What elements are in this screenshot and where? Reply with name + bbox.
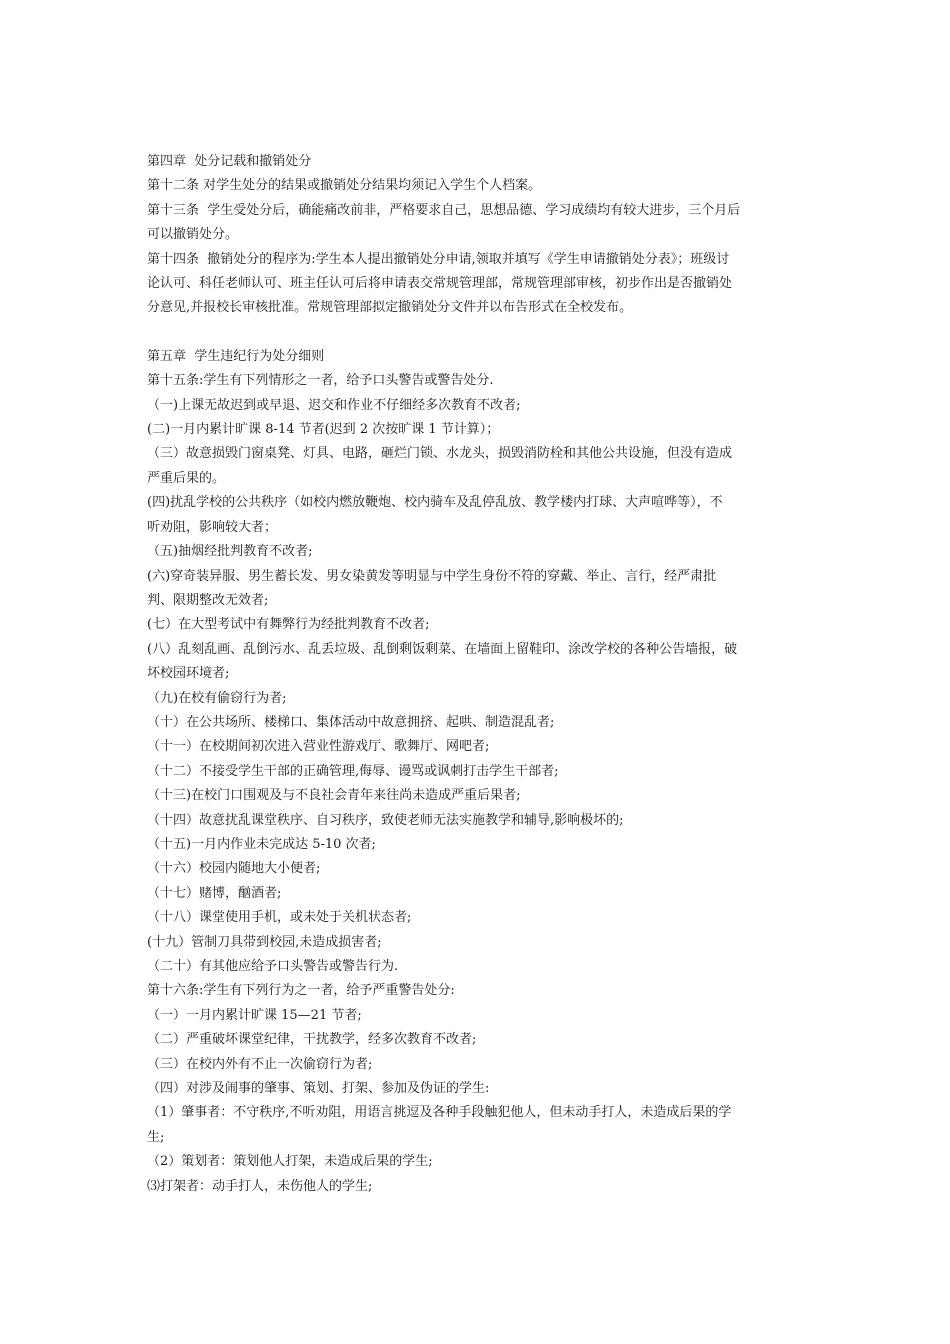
chapter-5-line: （一）一月内累计旷课 15—21 节者; [147,1007,362,1023]
chapter-5-line: (二)一月内累计旷课 8-14 节者(迟到 2 次按旷课 1 节计算）； [147,422,500,438]
chapter-5-line: （十三)在校门口围观及与不良社会青年来往尚未造成严重后果者; [147,788,521,804]
chapter-5-line: （十八）课堂使用手机，或未处于关机状态者; [147,910,412,926]
chapter-4-line: 第十四条 撤销处分的程序为:学生本人提出撤销处分申请,领取并填写《学生申请撤销处分表》；班级讨 [147,251,730,267]
chapter-5-line: ⑶打架者：动手打人，未伤他人的学生; [147,1178,373,1194]
chapter-5-line: （三）在校内外有不止一次偷窃行为者; [147,1056,373,1072]
chapter-5-line: （十四）故意扰乱课堂秩序、自习秩序，致使老师无法实施教学和辅导,影响极坏的; [147,812,624,828]
chapter-5-line: （五)抽烟经批判教育不改者; [147,544,313,560]
chapter-4-line: 论认可、科任老师认可、班主任认可后将申请表交常规管理部，常规管理部审核，初步作出是否撤销处 [147,276,733,292]
chapter-5-section [147,345,807,1199]
chapter-4-title: 第四章 处分记载和撤销处分 [147,154,312,169]
chapter-5-line: (十九）管制刀具带到校园,未造成损害者; [147,934,382,950]
chapter-5-line: (八）乱刻乱画、乱倒污水、乱丢垃圾、乱倒剩饭剩菜、在墙面上留鞋印、涂改学校的各种公告墙报，破 [147,641,738,657]
chapter-5-line: 严重后果的。 [147,470,226,486]
chapter-5-line: （二）严重破坏课堂纪律，干扰教学，经多次教育不改者; [147,1032,477,1048]
chapter-5-line: (七）在大型考试中有舞弊行为经批判教育不改者; [147,617,430,633]
chapter-5-line: 判、限期整改无效者; [147,592,269,608]
chapter-5-line: （十一）在校期间初次进入营业性游戏厅、歌舞厅、网吧者; [147,739,490,755]
chapter-5-line: 生; [147,1129,165,1145]
section-gap [147,321,807,345]
chapter-5-line: (六)穿奇装异服、男生蓄长发、男女染黄发等明显与中学生身份不符的穿戴、举止、言行，经严肃批 [147,568,717,584]
chapter-5-line: （十六）校园内随地大小便者; [147,861,321,877]
document-page [147,150,807,1199]
chapter-5-line: （十）在公共场所、楼梯口、集体活动中故意拥挤、起哄、制造混乱者; [147,714,555,730]
chapter-4-line: 可以撤销处分。 [147,227,239,243]
chapter-5-line: 听劝阻，影响较大者； [147,519,278,535]
chapter-5-line: （十五)一月内作业未完成达 5-10 次者; [147,836,376,852]
chapter-4-line: 第十三条 学生受处分后，确能痛改前非，严格要求自己，思想品德、学习成绩均有较大进步，三个月后 [147,202,741,218]
chapter-4-line: 分意见,并报校长审核批准。常规管理部拟定撤销处分文件并以布告形式在全校发布。 [147,300,633,316]
chapter-5-line: 坏校园环境者; [147,666,230,682]
chapter-5-line: （十二）不接受学生干部的正确管理,侮辱、谩骂或讽刺打击学生干部者; [147,763,559,779]
chapter-4-line: 第十二条 对学生处分的结果或撤销处分结果均须记入学生个人档案。 [147,178,542,194]
chapter-5-line: （1）肇事者：不守秩序,不听劝阻，用语言挑逗及各种手段触犯他人，但未动手打人，未造成后果的学 [147,1105,732,1121]
chapter-5-title: 第五章 学生违纪行为处分细则 [147,348,325,364]
chapter-4-section [147,150,807,321]
chapter-5-line: 第十六条:学生有下列行为之一者，给予严重警告处分: [147,983,455,999]
chapter-5-line: （二十）有其他应给予口头警告或警告行为. [147,959,399,974]
chapter-5-line: （四）对涉及闹事的肇事、策划、打架、参加及伪证的学生: [147,1081,490,1097]
chapter-5-line: （2）策划者：策划他人打架，未造成后果的学生; [147,1154,433,1170]
chapter-5-line: （十七）赌博，酗酒者; [147,885,282,901]
chapter-5-line: （三）故意损毁门窗桌凳、灯具、电路，砸烂门锁、水龙头，损毁消防栓和其他公共设施，但没有造成 [147,446,733,462]
chapter-5-line: 第十五条:学生有下列情形之一者，给予口头警告或警告处分. [147,373,494,389]
chapter-5-line: （九)在校有偷窃行为者; [147,690,287,706]
chapter-5-line: (四)扰乱学校的公共秩序（如校内燃放鞭炮、校内骑车及乱停乱放、教学楼内打球、大声喧哗等），不 [147,495,723,511]
chapter-5-line: （一)上课无故迟到或早退、迟交和作业不仔细经多次教育不改者; [147,397,521,413]
